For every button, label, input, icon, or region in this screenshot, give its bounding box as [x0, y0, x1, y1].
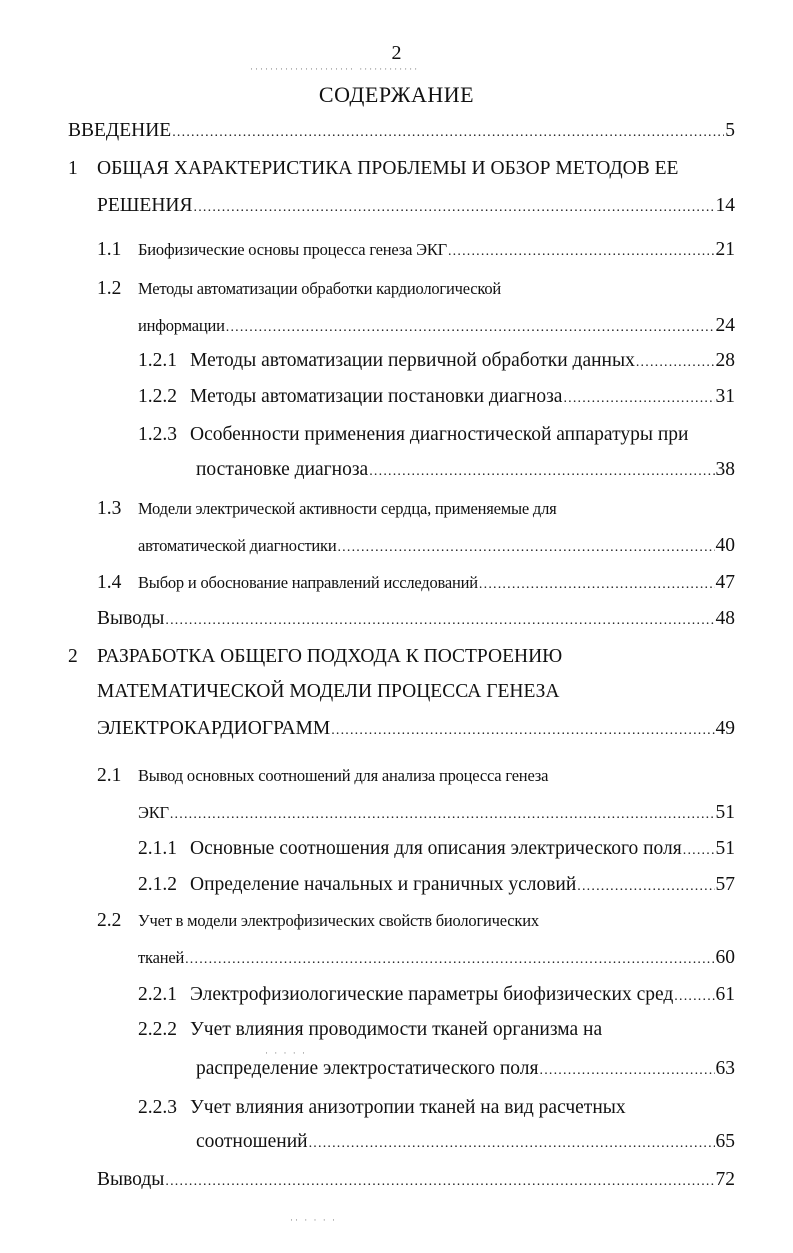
page-number: 2 [391, 42, 402, 64]
toc-entry-ch1[interactable]: РЕШЕНИЯ ..... 14 [97, 191, 735, 221]
toc-num-2-2-2: 2.2.2 [138, 1019, 177, 1040]
toc-entry-ch1-line1: ОБЩАЯ ХАРАКТЕРИСТИКА ПРОБЛЕМЫ И ОБЗОР МЕТОДОВ ЕЕ [97, 158, 679, 179]
toc-num-2-2-3: 2.2.3 [138, 1097, 177, 1118]
page-title: СОДЕРЖАНИЕ [318, 82, 475, 107]
toc-entry-2-2[interactable]: тканей ..... 60 [138, 943, 735, 973]
scan-noise: ·· · · · · [290, 1215, 337, 1225]
toc-entry-ch2-line2: МАТЕМАТИЧЕСКОЙ МОДЕЛИ ПРОЦЕССА ГЕНЕЗА [97, 681, 560, 702]
toc-entry-conclusions-2[interactable]: Выводы ..... 72 [97, 1165, 735, 1195]
toc-entry-2-2-line1: Учет в модели электрофизических свойств биологических [138, 911, 539, 930]
toc-entry-1-4[interactable]: Выбор и обоснование направлений исследований ..... 47 [138, 568, 735, 598]
toc-entry-2-1-1[interactable]: Основные соотношения для описания электрического поля ..... 51 [190, 834, 735, 864]
toc-entry-2-2-1[interactable]: Электрофизиологические параметры биофизических сред ..... 61 [190, 980, 735, 1010]
toc-num-2-2: 2.2 [97, 910, 122, 931]
toc-entry-1-3-line1: Модели электрической активности сердца, применяемые для [138, 499, 557, 518]
toc-num-2-2-1: 2.2.1 [138, 984, 177, 1005]
toc-entry-2-1[interactable]: ЭКГ ..... 51 [138, 798, 735, 828]
toc-entry-2-1-line1: Вывод основных соотношений для анализа процесса генеза [138, 766, 549, 785]
toc-num-2-1-2: 2.1.2 [138, 874, 177, 895]
toc-entry-2-2-2[interactable]: распределение электростатического поля ..... 63 [196, 1054, 735, 1084]
scan-noise: ····················· ············ [250, 64, 420, 74]
toc-num-1-4: 1.4 [97, 572, 122, 593]
toc-entry-2-2-3[interactable]: соотношений ..... 65 [196, 1127, 735, 1157]
toc-num-2-1-1: 2.1.1 [138, 838, 177, 859]
toc-entry-1-2-2[interactable]: Методы автоматизации постановки диагноза ..... 31 [190, 382, 735, 412]
toc-entry-1-2-3-line1: Особенности применения диагностической аппаратуры при [190, 424, 689, 445]
toc-entry-1-3[interactable]: автоматической диагностики ..... 40 [138, 531, 735, 561]
toc-num-1-3: 1.3 [97, 498, 122, 519]
toc-num-1-2-2: 1.2.2 [138, 386, 177, 407]
toc-num-1: 1 [68, 158, 78, 179]
toc-entry-2-2-3-line1: Учет влияния анизотропии тканей на вид расчетных [190, 1097, 626, 1118]
toc-entry-1-1[interactable]: Биофизические основы процесса генеза ЭКГ ..... 21 [138, 235, 735, 265]
toc-entry-2-1-2[interactable]: Определение начальных и граничных условий ..... 57 [190, 870, 735, 900]
toc-entry-1-2-1[interactable]: Методы автоматизации первичной обработки данных ..... 28 [190, 346, 735, 376]
toc-entry-1-2-line1: Методы автоматизации обработки кардиологической [138, 279, 502, 298]
toc-entry-ch2-line1: РАЗРАБОТКА ОБЩЕГО ПОДХОДА К ПОСТРОЕНИЮ [97, 646, 563, 667]
toc-entry-2-2-2-line1: Учет влияния проводимости тканей организма на [190, 1019, 603, 1040]
toc-num-2-1: 2.1 [97, 765, 122, 786]
toc-entry-intro[interactable]: ВВЕДЕНИЕ ..... 5 [68, 116, 735, 146]
toc-num-1-2-1: 1.2.1 [138, 350, 177, 371]
toc-entry-1-2[interactable]: информации ..... 24 [138, 311, 735, 341]
toc-entry-ch2[interactable]: ЭЛЕКТРОКАРДИОГРАММ ..... 49 [97, 714, 735, 744]
toc-num-2: 2 [68, 646, 78, 667]
toc-num-1-2: 1.2 [97, 278, 122, 299]
toc-num-1-2-3: 1.2.3 [138, 424, 177, 445]
toc-entry-1-2-3[interactable]: постановке диагноза ..... 38 [196, 455, 735, 485]
toc-num-1-1: 1.1 [97, 239, 122, 260]
scan-noise: · · · · · [265, 1048, 307, 1058]
toc-entry-conclusions-1[interactable]: Выводы ..... 48 [97, 604, 735, 634]
